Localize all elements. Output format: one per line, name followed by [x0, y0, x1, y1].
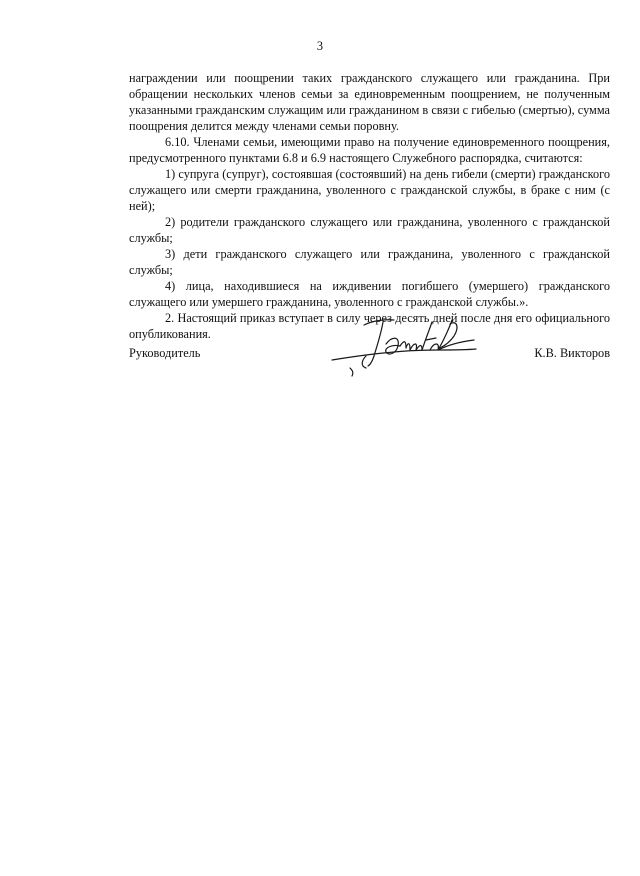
list-item-2: 2) родители гражданского служащего или гражданина, уволенного с гражданской службы; — [129, 215, 610, 245]
page-number: 3 — [316, 39, 324, 53]
list-item-4: 4) лица, находившиеся на иждивении погибшего (умершего) гражданского служащего или умершего гражданина, уволенного с гражданской службы.». — [129, 279, 610, 309]
signature-block — [129, 345, 610, 369]
paragraph-continuation: награждении или поощрении таких гражданского служащего или гражданина. При обращении нескольких членов семьи за единовременным поощрением, не полученным указанными гражданским служащим или гражданином в связи с гибелью (смертью), сумма поощрения делится между членами семьи поровну. — [129, 71, 610, 133]
list-item-1: 1) супруга (супруг), состоявшая (состоявший) на день гибели (смерти) гражданского служащего или смерти гражданина, уволенного с гражданской службы, в браке с ним (с ней); — [129, 167, 610, 213]
document-body — [129, 70, 610, 342]
signatory-title: Руководитель — [129, 346, 201, 360]
list-item-3: 3) дети гражданского служащего или гражданина, уволенного с гражданской службы; — [129, 247, 610, 277]
paragraph-6-10: 6.10. Членами семьи, имеющими право на получение единовременного поощрения, предусмотренного пунктами 6.8 и 6.9 настоящего Служебного распорядка, считаются: — [129, 135, 610, 165]
paragraph-effective-date: 2. Настоящий приказ вступает в силу через десять дней после дня его официального опубликования. — [129, 311, 610, 341]
signatory-name: К.В. Викторов — [534, 346, 610, 360]
